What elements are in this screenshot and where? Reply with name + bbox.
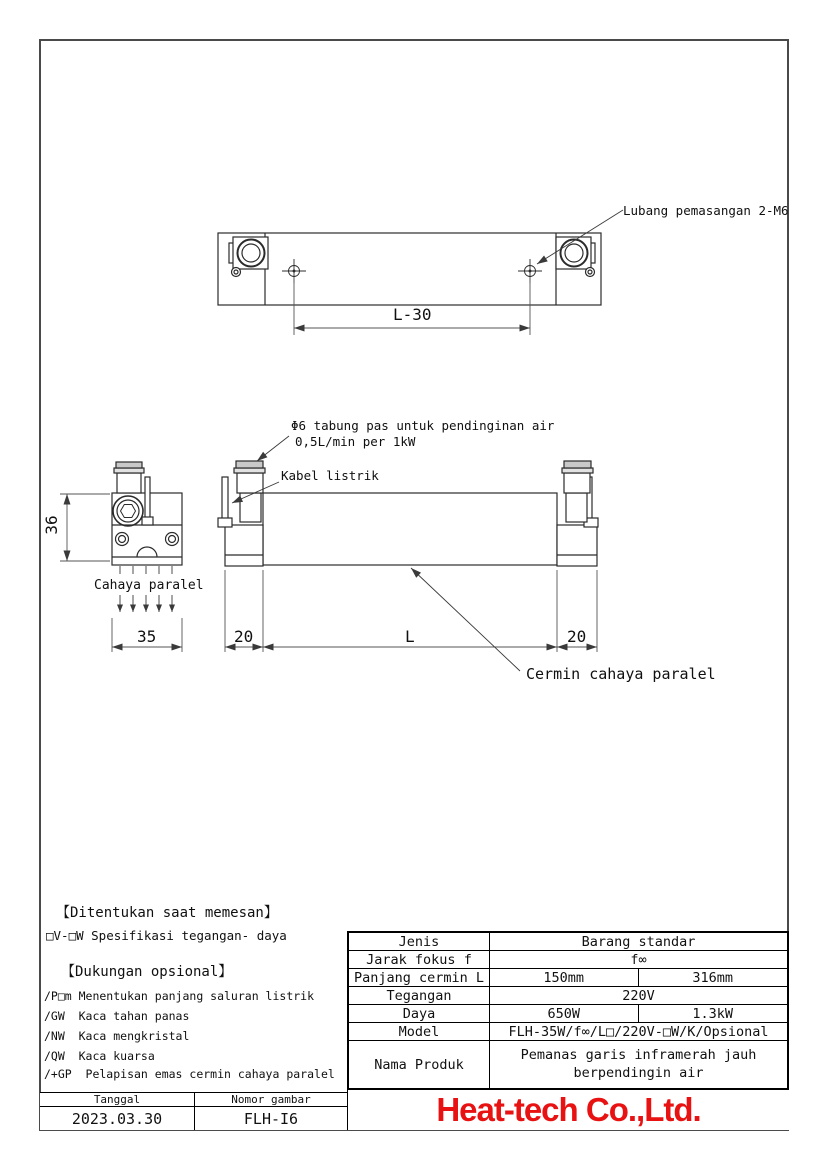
- title-block-header-row: [40, 1093, 347, 1107]
- dim-length: L: [405, 627, 415, 646]
- spec-value-produk: Pemanas garis inframerah jauh berpendingin air: [520, 1046, 757, 1081]
- leader-lines: [232, 210, 623, 671]
- spec-label-produk: Nama Produk: [349, 1041, 490, 1088]
- title-block-value-row: [40, 1107, 347, 1130]
- spec-value-jenis: Barang standar: [581, 933, 696, 950]
- table-row: [349, 1041, 787, 1088]
- mirror-label: Cermin cahaya paralel: [526, 665, 716, 683]
- logo-box: [347, 1090, 789, 1130]
- spec-label-model: Model: [349, 1023, 490, 1040]
- option-item: /+GP Pelapisan emas cermin cahaya paralel: [44, 1067, 335, 1081]
- spec-value-panjang-1: 150mm: [490, 969, 639, 986]
- drawing-number-label: Nomor gambar: [231, 1093, 311, 1106]
- spec-label-fokus: Jarak fokus f: [349, 951, 490, 968]
- cooling-tube-label-line2: 0,5L/min per 1kW: [295, 434, 416, 449]
- option-item: /P□m Menentukan panjang saluran listrik: [44, 989, 315, 1003]
- spec-table: [347, 931, 789, 1090]
- table-row: [349, 1023, 787, 1041]
- dim-hole-spacing: L-30: [393, 305, 432, 324]
- spec-value-tegangan: 220V: [622, 987, 655, 1004]
- mounting-holes: [282, 259, 542, 283]
- dim-end-left: 20: [234, 627, 254, 646]
- date-label: Tanggal: [40, 1093, 195, 1106]
- spec-value-fokus: f∞: [630, 951, 647, 968]
- ordering-section-title: 【Ditentukan saat memesan】: [56, 905, 278, 921]
- option-item: /NW Kaca mengkristal: [44, 1029, 190, 1043]
- title-block: [40, 1092, 347, 1130]
- company-logo: Heat-tech Co.,Ltd.: [436, 1091, 701, 1128]
- mounting-hole-label: Lubang pemasangan 2-M6: [623, 203, 789, 218]
- option-item: /QW Kaca kuarsa: [44, 1049, 155, 1063]
- table-row: [349, 1005, 787, 1023]
- table-row: [349, 969, 787, 987]
- spec-value-panjang-2: 316mm: [692, 969, 734, 986]
- table-row: [349, 987, 787, 1005]
- spec-value-daya-1: 650W: [490, 1005, 639, 1022]
- parallel-light-label: Cahaya paralel: [94, 578, 204, 593]
- spec-value-model: FLH-35W/f∞/L□/220V-□W/K/Opsional: [508, 1023, 769, 1040]
- spec-value-daya-2: 1.3kW: [692, 1005, 734, 1022]
- drawing-number-value: FLH-I6: [243, 1109, 299, 1128]
- dim-body-width: 35: [137, 627, 157, 646]
- top-view-drawing: [218, 233, 601, 305]
- dim-end-right: 20: [567, 627, 587, 646]
- front-view-drawing: [218, 461, 598, 566]
- spec-label-daya: Daya: [349, 1005, 490, 1022]
- side-view-drawing: [112, 462, 182, 565]
- option-item: /GW Kaca tahan panas: [44, 1009, 190, 1023]
- spec-label-jenis: Jenis: [349, 933, 490, 950]
- cable-label: Kabel listrik: [281, 468, 379, 483]
- spec-label-tegangan: Tegangan: [349, 987, 490, 1004]
- table-row: [349, 933, 787, 951]
- spec-label-panjang: Panjang cermin L: [349, 969, 490, 986]
- ordering-item: □V-□W Spesifikasi tegangan- daya: [46, 928, 287, 943]
- cooling-tube-label-line1: Φ6 tabung pas untuk pendinginan air: [291, 418, 555, 433]
- dim-body-height: 36: [42, 515, 61, 535]
- table-row: [349, 951, 787, 969]
- date-value: 2023.03.30: [40, 1107, 195, 1130]
- options-section-title: 【Dukungan opsional】: [61, 964, 233, 980]
